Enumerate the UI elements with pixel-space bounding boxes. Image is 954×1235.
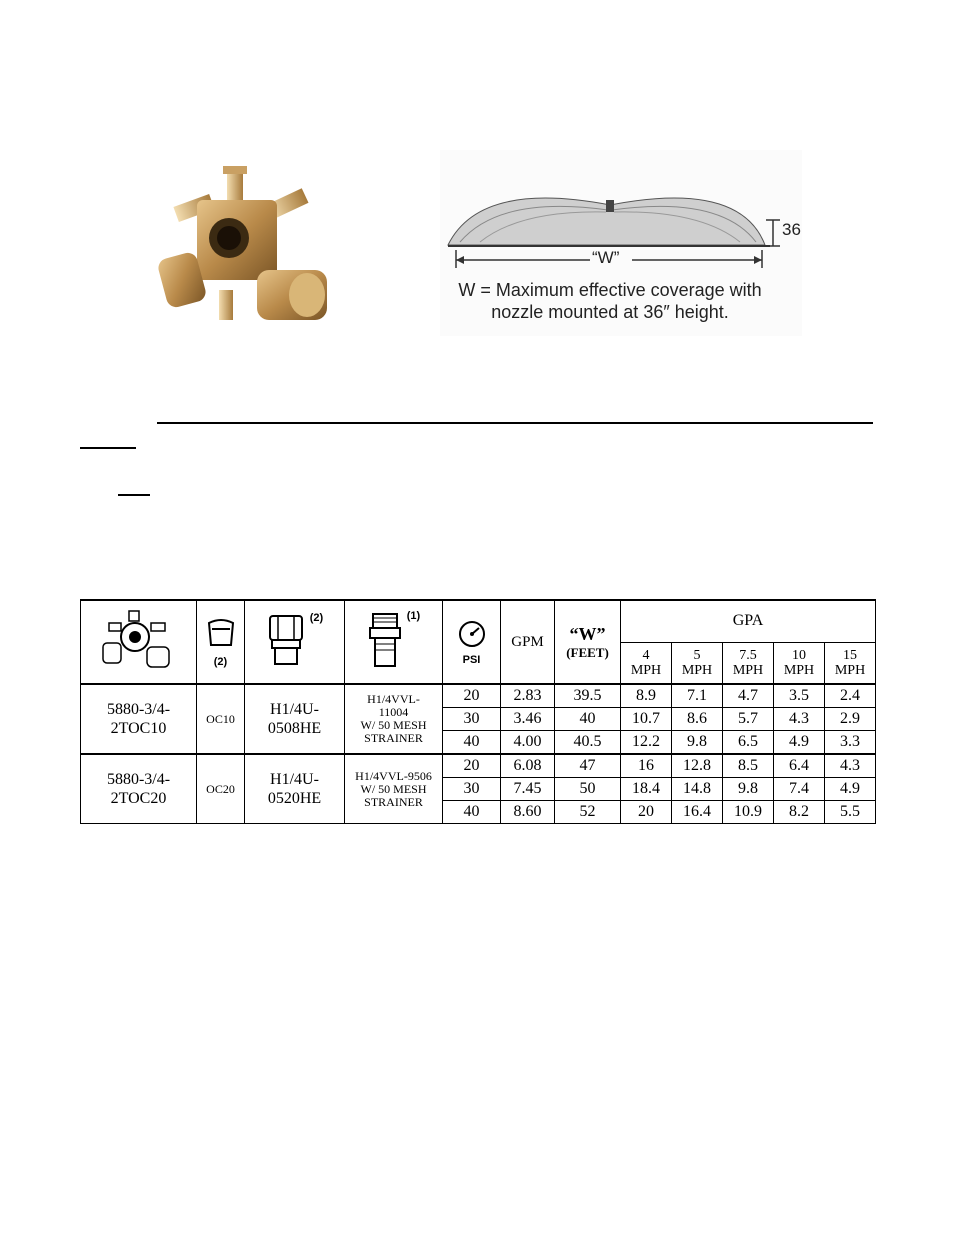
gpa-cell: 8.2	[774, 801, 825, 824]
gpa-cell: 9.8	[672, 731, 723, 755]
body-header-cell	[245, 600, 345, 684]
body-part-line: H1/4U-	[270, 701, 319, 718]
diagram-caption-line2: nozzle mounted at 36″ height.	[491, 302, 729, 322]
gpm-cell: 3.46	[501, 708, 555, 731]
diagram-caption-line1: W = Maximum effective coverage with	[458, 280, 762, 300]
w-cell: 40.5	[555, 731, 621, 755]
assembly-icon	[99, 607, 179, 673]
speed-header	[621, 642, 672, 684]
strainer-line: H1/4VVL-	[367, 692, 420, 706]
w-header-cell	[555, 600, 621, 684]
gpa-header: GPA	[621, 600, 876, 642]
speed-value: 15	[843, 647, 858, 663]
w-cell: 39.5	[555, 684, 621, 708]
gpa-cell: 10.9	[723, 801, 774, 824]
body-part-line: 0520HE	[267, 790, 322, 807]
horizontal-rule	[118, 494, 150, 496]
table-header-row	[81, 600, 876, 642]
gpa-cell: 8.6	[672, 708, 723, 731]
body-part-line: H1/4U-	[270, 771, 319, 788]
speed-header	[672, 642, 723, 684]
assembly-header-cell	[81, 600, 197, 684]
table-row	[81, 684, 876, 708]
strainer-line: W/ 50 MESH	[360, 781, 427, 796]
gpa-cell: 4.7	[723, 684, 774, 708]
psi-label: PSI	[462, 653, 481, 666]
gpa-cell: 8.9	[621, 684, 672, 708]
body-note: (2)	[309, 611, 324, 624]
pressure-gauge-icon	[457, 619, 487, 649]
height-label: 36	[782, 220, 801, 239]
psi-header-cell	[443, 600, 501, 684]
speed-value: 4	[642, 647, 650, 663]
gpa-cell: 4.9	[774, 731, 825, 755]
w-unit: (FEET)	[566, 644, 609, 660]
nozzle-assembly-photo	[157, 160, 335, 338]
speed-unit: MPH	[630, 662, 662, 678]
gpa-cell: 3.5	[774, 684, 825, 708]
gpa-cell: 7.1	[672, 684, 723, 708]
tip-cell: OC20	[197, 754, 245, 824]
part-number-line: 5880-3/4-	[106, 701, 171, 718]
psi-cell: 40	[443, 801, 501, 824]
gpa-cell: 12.2	[621, 731, 672, 755]
part-number-line: 2TOC20	[110, 790, 167, 807]
gpa-cell: 8.5	[723, 754, 774, 778]
horizontal-rule	[80, 447, 136, 449]
gpa-cell: 2.9	[825, 708, 876, 731]
strainer-cell	[345, 754, 443, 824]
part-number-cell	[81, 754, 197, 824]
psi-cell: 40	[443, 731, 501, 755]
gpm-cell: 6.08	[501, 754, 555, 778]
body-part-cell	[245, 684, 345, 754]
gpa-cell: 3.3	[825, 731, 876, 755]
speed-unit: MPH	[783, 662, 815, 678]
psi-cell: 20	[443, 684, 501, 708]
part-number-line: 2TOC10	[110, 720, 167, 737]
strainer-header-cell	[345, 600, 443, 684]
tip-header-cell	[197, 600, 245, 684]
nozzle-spec-table	[80, 599, 876, 824]
gpa-cell: 12.8	[672, 754, 723, 778]
w-cell: 52	[555, 801, 621, 824]
gpa-cell: 4.3	[825, 754, 876, 778]
gpa-cell: 2.4	[825, 684, 876, 708]
nozzle-body-icon	[266, 612, 306, 668]
speed-value: 10	[792, 647, 806, 663]
strainer-line: H1/4VVL-9506	[355, 768, 432, 783]
strainer-icon	[367, 610, 403, 670]
tip-note: (2)	[213, 655, 228, 668]
psi-cell: 30	[443, 778, 501, 801]
gpa-cell: 6.4	[774, 754, 825, 778]
gpa-cell: 9.8	[723, 778, 774, 801]
gpa-cell: 10.7	[621, 708, 672, 731]
horizontal-rule	[157, 422, 873, 424]
part-number-line: 5880-3/4-	[106, 771, 171, 788]
speed-value: 5	[693, 647, 701, 663]
strainer-line: W/ 50 MESH	[360, 718, 427, 732]
strainer-line: STRAINER	[364, 794, 423, 809]
coverage-diagram	[440, 150, 802, 336]
w-cell: 47	[555, 754, 621, 778]
gpa-cell: 5.5	[825, 801, 876, 824]
psi-cell: 20	[443, 754, 501, 778]
gpa-cell: 4.9	[825, 778, 876, 801]
psi-cell: 30	[443, 708, 501, 731]
strainer-note: (1)	[406, 609, 421, 622]
speed-value: 7.5	[739, 647, 757, 663]
w-cell: 40	[555, 708, 621, 731]
gpm-cell: 8.60	[501, 801, 555, 824]
width-label: “W”	[592, 248, 620, 267]
body-part-cell	[245, 754, 345, 824]
strainer-cell	[345, 684, 443, 754]
table-row	[81, 754, 876, 778]
gpa-cell: 5.7	[723, 708, 774, 731]
tip-cell: OC10	[197, 684, 245, 754]
gpa-cell: 14.8	[672, 778, 723, 801]
gpa-cell: 4.3	[774, 708, 825, 731]
gpa-cell: 20	[621, 801, 672, 824]
gpa-cell: 16.4	[672, 801, 723, 824]
speed-unit: MPH	[834, 662, 866, 678]
gpa-cell: 6.5	[723, 731, 774, 755]
gpa-cell: 7.4	[774, 778, 825, 801]
strainer-line: 11004	[378, 705, 409, 719]
gpm-cell: 7.45	[501, 778, 555, 801]
part-number-cell	[81, 684, 197, 754]
w-cell: 50	[555, 778, 621, 801]
strainer-line: STRAINER	[364, 731, 423, 745]
gpa-cell: 16	[621, 754, 672, 778]
speed-unit: MPH	[681, 662, 713, 678]
gpm-cell: 4.00	[501, 731, 555, 755]
gpa-cell: 18.4	[621, 778, 672, 801]
speed-header	[825, 642, 876, 684]
w-header: “W”	[569, 623, 606, 644]
body-part-line: 0508HE	[267, 720, 322, 737]
gpm-header: GPM	[501, 600, 555, 684]
gpm-cell: 2.83	[501, 684, 555, 708]
tip-icon	[204, 617, 238, 651]
speed-header	[774, 642, 825, 684]
speed-unit: MPH	[732, 662, 764, 678]
speed-header	[723, 642, 774, 684]
